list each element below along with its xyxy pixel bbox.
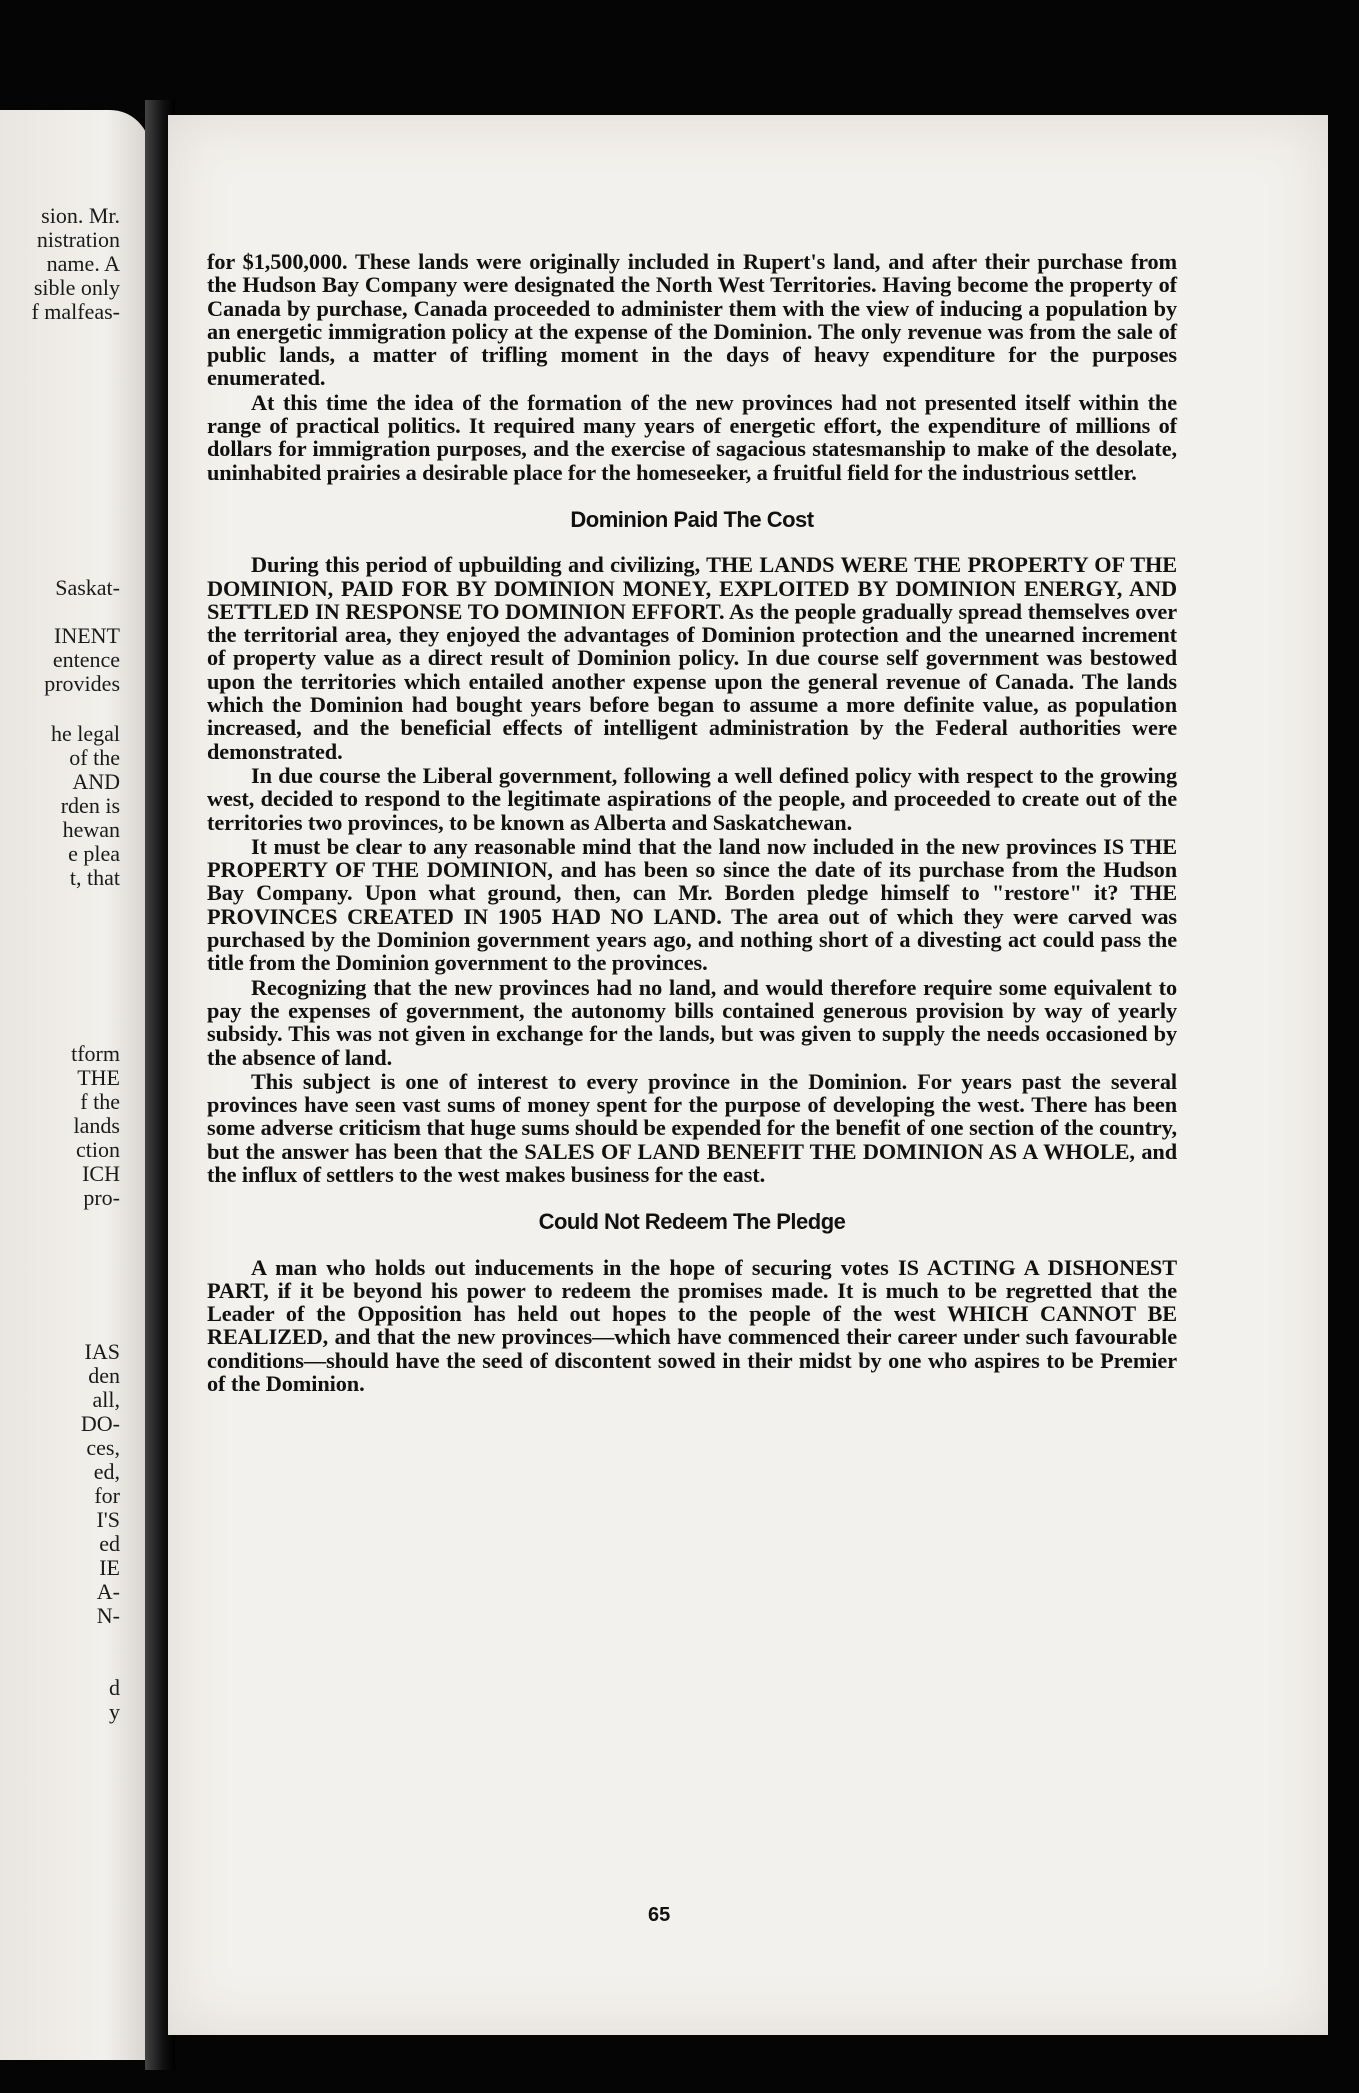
- left-fragment: ces,: [86, 1435, 120, 1460]
- left-fragment: provides: [44, 671, 120, 696]
- left-fragment: d: [109, 1675, 120, 1700]
- left-fragment: N-: [96, 1603, 120, 1628]
- left-fragment: all,: [92, 1387, 120, 1412]
- paragraph: for $1,500,000. These lands were originally included in Rupert's land, and after their purchase from the Hudson Bay Company were designated the North West Territories. Having become the property of Canada by purchase, Canada proceeded to administer them with the view of inducing a population by an energetic immigration policy at the expense of the Dominion. The only revenue was from the sale of public lands, a matter of trifling moment in the days of heavy expenditure for the purposes enumerated.: [207, 249, 1177, 391]
- left-fragment: INENT: [54, 623, 120, 648]
- left-fragment: name. A: [46, 251, 120, 276]
- left-fragment: ction: [76, 1137, 120, 1162]
- left-fragment: lands: [73, 1113, 120, 1138]
- left-fragment: f malfeas-: [31, 299, 120, 324]
- paragraph: In due course the Liberal government, following a well defined policy with respect to the growing west, decided to respond to the legitimate aspirations of the people, and proceeded to create out of the territories two provinces, to be known as Alberta and Saskatchewan.: [207, 762, 1177, 835]
- left-fragment: A-: [96, 1579, 120, 1604]
- left-fragment: rden is: [60, 793, 120, 818]
- left-fragment: of the: [69, 745, 120, 770]
- left-fragment: he legal: [50, 721, 120, 746]
- section-heading: Dominion Paid The Cost: [570, 506, 814, 532]
- left-fragment: Saskat-: [55, 575, 120, 600]
- page-number: 65: [648, 1904, 671, 1926]
- paragraph: A man who holds out inducements in the hope of securing votes IS ACTING A DISHONEST PART, if it be beyond his power to redeem the promises made. It is much to be regretted that the Leader of the Opposition has held out hopes to the people of the west WHICH CANNOT BE REALIZED, and that the new provinces—which have commenced their career under such favourable conditions—should have the seed of discontent sowed in their midst by one who aspires to be Premier of the Dominion.: [207, 1254, 1177, 1397]
- left-fragment: pro-: [83, 1185, 120, 1210]
- left-fragment: DO-: [80, 1411, 120, 1436]
- left-fragment: ed,: [93, 1459, 120, 1484]
- left-fragment: I'S: [96, 1507, 120, 1532]
- paragraph: It must be clear to any reasonable mind that the land now included in the new provinces IS THE PROPERTY OF THE DOMINION, and has been so since the date of its purchase from the Hudson Bay Company. Upon what ground, then, can Mr. Borden pledge himself to "restore" it? THE PROVINCES CREATED IN 1905 HAD NO LAND. The area out of which they were carved was purchased by the Dominion government years ago, and nothing short of a divesting act could pass the title from the Dominion government to the provinces.: [207, 833, 1177, 976]
- paragraph: Recognizing that the new provinces had no land, and would therefore require some equivalent to pay the expenses of government, the autonomy bills contained generous provision by way of yearly subsidy. This was not given in exchange for the lands, but was given to supply the needs occasioned by the absence of land.: [207, 974, 1177, 1070]
- page-body-text: [207, 250, 1177, 1395]
- left-fragment: IE: [99, 1555, 120, 1580]
- paragraph: At this time the idea of the formation of the new provinces had not presented itself within the range of practical politics. It required many years of energetic effort, the expenditure of millions of dollars for immigration purposes, and the exercise of sagacious statesmanship to make of the desolate, uninhabited prairies a desirable place for the homeseeker, a fruitful field for the industrious settler.: [207, 389, 1177, 485]
- left-fragment: f the: [80, 1089, 120, 1114]
- left-fragment: ICH: [82, 1161, 120, 1186]
- paragraph: During this period of upbuilding and civilizing, THE LANDS WERE THE PROPERTY OF THE DOMINION, PAID FOR BY DOMINION MONEY, EXPLOITED BY DOMINION ENERGY, AND SETTLED IN RESPONSE TO DOMINION EFFORT. As the people gradually spread themselves over the territorial area, they enjoyed the advantages of Dominion protection and the unearned increment of property value as a direct result of Dominion policy. In due course self government was bestowed upon the territories which entailed another expense upon the general revenue of Canada. The lands which the Dominion had bought years before began to assume a more definite value, as population increased, and the beneficial effects of intelligent administration by the Federal authorities were demonstrated.: [207, 552, 1177, 764]
- left-fragment: ed: [99, 1531, 120, 1556]
- section-heading: Could Not Redeem The Pledge: [538, 1209, 846, 1235]
- left-fragment: hewan: [62, 817, 120, 842]
- left-fragment: entence: [52, 647, 120, 672]
- facing-page-fragment: [0, 110, 150, 2060]
- left-fragment: den: [88, 1363, 120, 1388]
- left-fragment: IAS: [84, 1339, 120, 1364]
- left-fragment: e plea: [68, 841, 120, 866]
- left-fragment: sion. Mr.: [41, 203, 120, 228]
- left-fragment: AND: [72, 769, 120, 794]
- paragraph: This subject is one of interest to every province in the Dominion. For years past the several provinces have seen vast sums of money spent for the purpose of developing the west. There has been some adverse criticism that huge sums should be expended for the benefit of one section of the country, but the answer has been that the SALES OF LAND BENEFIT THE DOMINION AS A WHOLE, and the influx of settlers to the west makes business for the east.: [207, 1068, 1177, 1187]
- left-fragment: nistration: [36, 227, 120, 252]
- left-fragment: for: [94, 1483, 120, 1508]
- left-fragment: sible only: [33, 275, 120, 300]
- left-fragment: y: [109, 1699, 120, 1724]
- left-fragment: tform: [71, 1041, 120, 1066]
- left-fragment: t, that: [69, 865, 120, 890]
- left-fragment: THE: [77, 1065, 120, 1090]
